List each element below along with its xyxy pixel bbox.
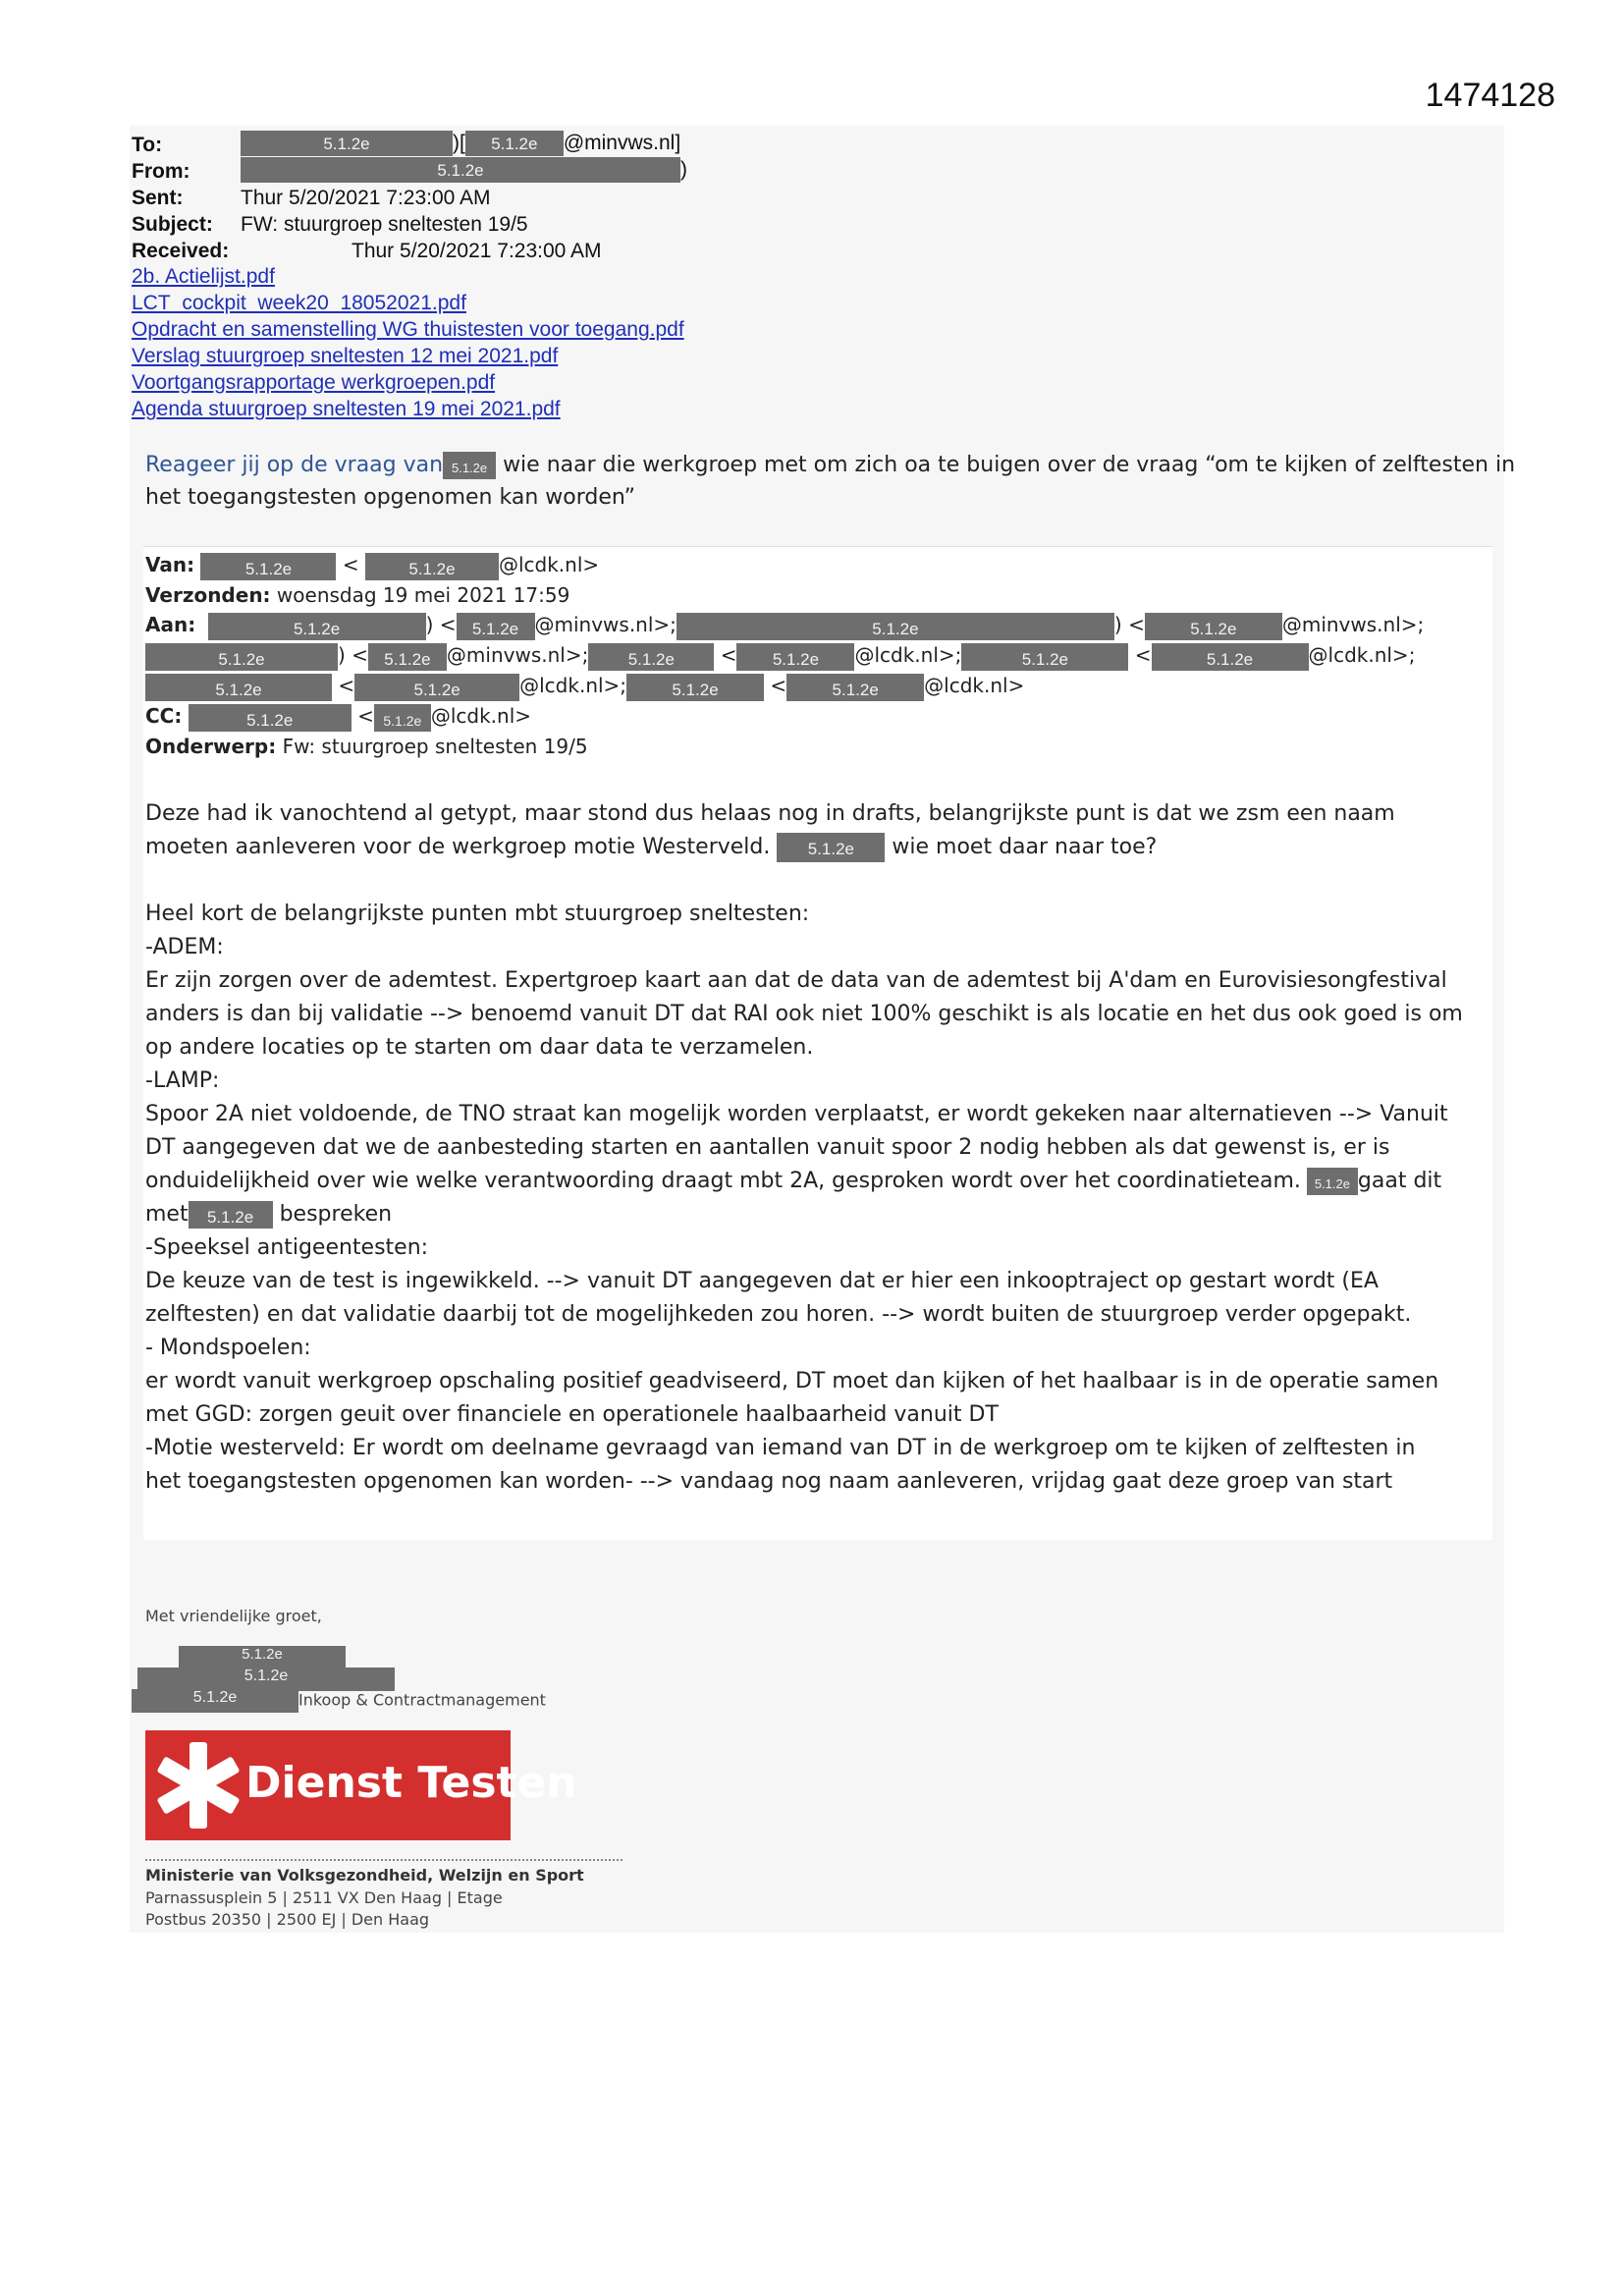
redaction: 5.1.2e	[189, 704, 352, 732]
sent-label: Sent:	[132, 187, 184, 209]
redaction: 5.1.2e	[132, 1689, 298, 1713]
verzonden-row: Verzonden: woensdag 19 mei 2021 17:59	[145, 583, 570, 607]
body-paragraph-1-line-2: moeten aanleveren voor de werkgroep motie Westerveld. 5.1.2e wie moet daar naar toe?	[145, 831, 1157, 864]
body-line: DT aangegeven dat we de aanbesteding starten en aantallen vanuit spoor 2 nodig hebben als dat gewenst is, er is	[145, 1135, 1390, 1160]
redaction: 5.1.2e	[961, 643, 1128, 671]
body-line-with-redaction: onduidelijkheid over wie welke verantwoording draagt mbt 2A, gesproken wordt over het coordinatieteam. 5.1.2e gaat dit	[145, 1169, 1442, 1193]
redaction: 5.1.2e	[368, 643, 447, 671]
redaction: 5.1.2e	[1307, 1168, 1358, 1195]
redaction: 5.1.2e	[443, 452, 496, 479]
sent-value: Thur 5/20/2021 7:23:00 AM	[241, 187, 491, 209]
redaction: 5.1.2e	[588, 643, 714, 671]
reply-line-1: Reageer jij op de vraag van 5.1.2e wie naar die werkgroep met om zich oa te buigen over de vraag “om te kijken of zelftesten in	[145, 453, 1516, 477]
redaction: 5.1.2e	[145, 674, 332, 701]
redaction: 5.1.2e	[374, 704, 431, 732]
body-line: De keuze van de test is ingewikkeld. --> vanuit DT aangegeven dat er hier een inkooptraject op gestart wordt (EA	[145, 1269, 1379, 1293]
ministry-name: Ministerie van Volksgezondheid, Welzijn en Sport	[145, 1866, 584, 1885]
aan-row-3: 5.1.2e < 5.1.2e @lcdk.nl>; 5.1.2e < 5.1.2e @lcdk.nl>	[145, 669, 1024, 702]
body-line: op andere locaties op te starten om daar data te verzamelen.	[145, 1035, 814, 1060]
received-label: Received:	[132, 240, 230, 262]
body-line: -Speeksel antigeentesten:	[145, 1235, 429, 1260]
body-line: het toegangstesten opgenomen kan worden- --> vandaag nog naam aanleveren, vrijdag gaat deze groep van start	[145, 1469, 1393, 1494]
redaction: 5.1.2e	[200, 553, 336, 580]
asterisk-icon	[145, 1730, 253, 1840]
separator-line	[143, 546, 1492, 547]
cc-row: CC: 5.1.2e < 5.1.2e @lcdk.nl>	[145, 704, 532, 730]
attachment-link[interactable]: LCT_cockpit_week20_18052021.pdf	[132, 292, 466, 314]
redaction: 5.1.2e	[365, 553, 499, 580]
redaction: 5.1.2e	[1152, 643, 1309, 671]
address-line-2: Postbus 20350 | 2500 EJ | Den Haag	[145, 1910, 430, 1929]
subject-value: FW: stuurgroep sneltesten 19/5	[241, 213, 528, 236]
body-line: Er zijn zorgen over de ademtest. Expertgroep kaart aan dat de data van de ademtest bij A'dam en Eurovisiesongfestival	[145, 968, 1447, 993]
body-line-with-redaction: met 5.1.2e bespreken	[145, 1202, 393, 1227]
redaction: 5.1.2e	[736, 643, 854, 671]
from-value: 5.1.2e )	[241, 156, 687, 183]
reply-line-2: het toegangstesten opgenomen kan worden”	[145, 485, 636, 510]
redaction: 5.1.2e	[465, 131, 564, 156]
from-label: From:	[132, 160, 190, 183]
aan-row-2: 5.1.2e ) < 5.1.2e @minvws.nl>; 5.1.2e < 5.1.2e @lcdk.nl>; 5.1.2e < 5.1.2e @lcdk.nl>;	[145, 638, 1415, 672]
redaction: 5.1.2e	[208, 613, 426, 640]
van-row: Van: 5.1.2e < 5.1.2e @lcdk.nl>	[145, 553, 600, 578]
body-line: Heel kort de belangrijkste punten mbt stuurgroep sneltesten:	[145, 902, 810, 926]
subject-label: Subject:	[132, 213, 213, 236]
attachment-link[interactable]: 2b. Actielijst.pdf	[132, 265, 275, 288]
received-value: Thur 5/20/2021 7:23:00 AM	[352, 240, 602, 262]
address-line-1: Parnassusplein 5 | 2511 VX Den Haag | Etage	[145, 1888, 503, 1907]
onderwerp-row: Onderwerp: Fw: stuurgroep sneltesten 19/5	[145, 735, 588, 758]
attachment-link[interactable]: Opdracht en samenstelling WG thuistesten voor toegang.pdf	[132, 318, 684, 341]
attachment-link[interactable]: Voortgangsrapportage werkgroepen.pdf	[132, 371, 496, 394]
redaction: 5.1.2e	[241, 131, 453, 156]
aan-row-1: Aan: 5.1.2e ) < 5.1.2e @minvws.nl>; 5.1.2e ) < 5.1.2e @minvws.nl>;	[145, 613, 1425, 638]
redaction: 5.1.2e	[145, 643, 338, 671]
attachment-link[interactable]: Agenda stuurgroep sneltesten 19 mei 2021.pdf	[132, 398, 561, 420]
to-label: To:	[132, 134, 163, 156]
redaction: 5.1.2e	[354, 674, 519, 701]
dotted-divider	[145, 1859, 623, 1861]
redaction: 5.1.2e	[241, 157, 680, 183]
body-line: -ADEM:	[145, 935, 224, 959]
document-id: 1474128	[1425, 77, 1555, 114]
body-paragraph-1-line-1: Deze had ik vanochtend al getypt, maar stond dus helaas nog in drafts, belangrijkste punt is dat we zsm een naam	[145, 801, 1395, 826]
signature-name-redacted	[179, 1646, 346, 1667]
redaction: 5.1.2e	[786, 674, 924, 701]
redaction: 5.1.2e	[137, 1667, 395, 1691]
signature-title-redacted	[137, 1667, 395, 1691]
logo-text: Dienst Testen	[245, 1758, 577, 1808]
greeting: Met vriendelijke groet,	[145, 1607, 322, 1625]
to-value: 5.1.2e )[ 5.1.2e @minvws.nl]	[241, 130, 680, 156]
body-line: er wordt vanuit werkgroep opschaling positief geadviseerd, DT moet dan kijken of het haalbaar is in de operatie samen	[145, 1369, 1439, 1394]
redaction: 5.1.2e	[626, 674, 764, 701]
body-line: Spoor 2A niet voldoende, de TNO straat kan mogelijk worden verplaatst, er wordt gekeken naar alternatieven --> Vanuit	[145, 1102, 1448, 1126]
body-line: anders is dan bij validatie --> benoemd vanuit DT dat RAI ook niet 100% geschikt is als locatie en het dus ook goed is om	[145, 1002, 1463, 1026]
body-line: zelftesten) en dat validatie daarbij tot de mogelijhkeden zou horen. --> wordt buiten de stuurgroep verder opgepakt.	[145, 1302, 1412, 1327]
attachment-link[interactable]: Verslag stuurgroep sneltesten 12 mei 2021.pdf	[132, 345, 559, 367]
redaction: 5.1.2e	[457, 613, 535, 640]
body-line: - Mondspoelen:	[145, 1336, 311, 1360]
redaction: 5.1.2e	[1145, 613, 1282, 640]
redaction: 5.1.2e	[677, 613, 1114, 640]
body-line: -LAMP:	[145, 1068, 220, 1093]
body-line: met GGD: zorgen geuit over financiele en operationele haalbaarheid vanuit DT	[145, 1402, 999, 1427]
signature-department: 5.1.2e Inkoop & Contractmanagement	[132, 1689, 546, 1713]
redaction: 5.1.2e	[189, 1201, 273, 1229]
redaction: 5.1.2e	[179, 1646, 346, 1667]
body-line: -Motie westerveld: Er wordt om deelname gevraagd van iemand van DT in de werkgroep om te kijken of zelftesten in	[145, 1436, 1416, 1460]
redaction: 5.1.2e	[777, 833, 885, 862]
